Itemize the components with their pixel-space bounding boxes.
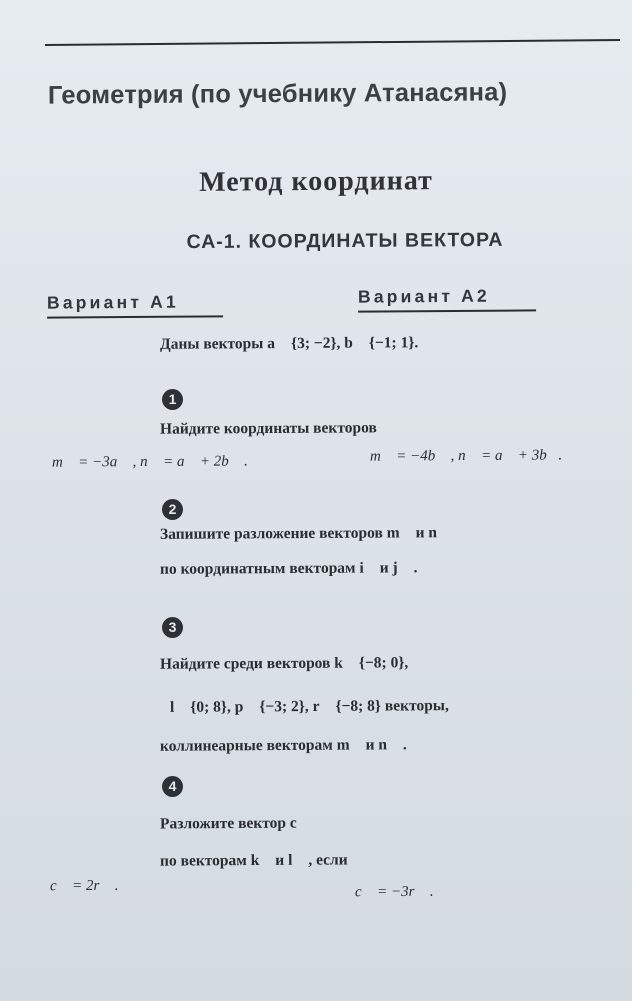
chapter-title: Метод координат bbox=[199, 165, 433, 198]
task-4-line-2: по векторам k⃗ и l⃗ , если bbox=[159, 851, 348, 870]
variant-a1-heading: Вариант А1 bbox=[47, 291, 223, 318]
page-top-rule bbox=[45, 39, 620, 46]
given-vectors: Даны векторы a⃗ {3; −2}, b⃗ {−1; 1}. bbox=[159, 334, 419, 353]
task-3-line-1: Найдите среди векторов k⃗ {−8; 0}, bbox=[159, 654, 409, 673]
task-3-line-3: коллинеарные векторам m⃗ и n⃗ . bbox=[159, 736, 407, 755]
task-2-line-1: Запишите разложение векторов m⃗ и n⃗ bbox=[159, 524, 450, 543]
task-2-badge: 2 bbox=[162, 499, 183, 520]
task-1-text: Найдите координаты векторов bbox=[159, 419, 377, 438]
task-4-a1-answer: c⃗ = 2r⃗ . bbox=[49, 877, 119, 895]
task-1-a2-answer: m⃗ = −4b⃗ , n⃗ = a⃗ + 3b⃗. bbox=[369, 447, 563, 465]
task-1-badge: 1 bbox=[162, 389, 183, 410]
task-1-a1-answer: m⃗ = −3a⃗ , n⃗ = a⃗ + 2b⃗ . bbox=[51, 453, 248, 471]
task-2-line-2: по координатным векторам i⃗ и j⃗ . bbox=[159, 559, 418, 578]
task-4-line-1: Разложите вектор c⃗ bbox=[159, 814, 309, 833]
task-4-badge: 4 bbox=[162, 776, 183, 797]
task-4-a2-answer: c⃗ = −3r⃗ . bbox=[354, 883, 434, 901]
task-3-badge: 3 bbox=[162, 617, 183, 638]
section-title: СА-1. КООРДИНАТЫ ВЕКТОРА bbox=[186, 228, 504, 254]
book-title: Геометрия (по учебнику Атанасяна) bbox=[47, 78, 508, 110]
variant-a2-heading: Вариант А2 bbox=[358, 285, 536, 312]
task-3-line-2: l⃗ {0; 8}, p⃗ {−3; 2}, r⃗ {−8; 8} векторы, bbox=[169, 697, 449, 716]
